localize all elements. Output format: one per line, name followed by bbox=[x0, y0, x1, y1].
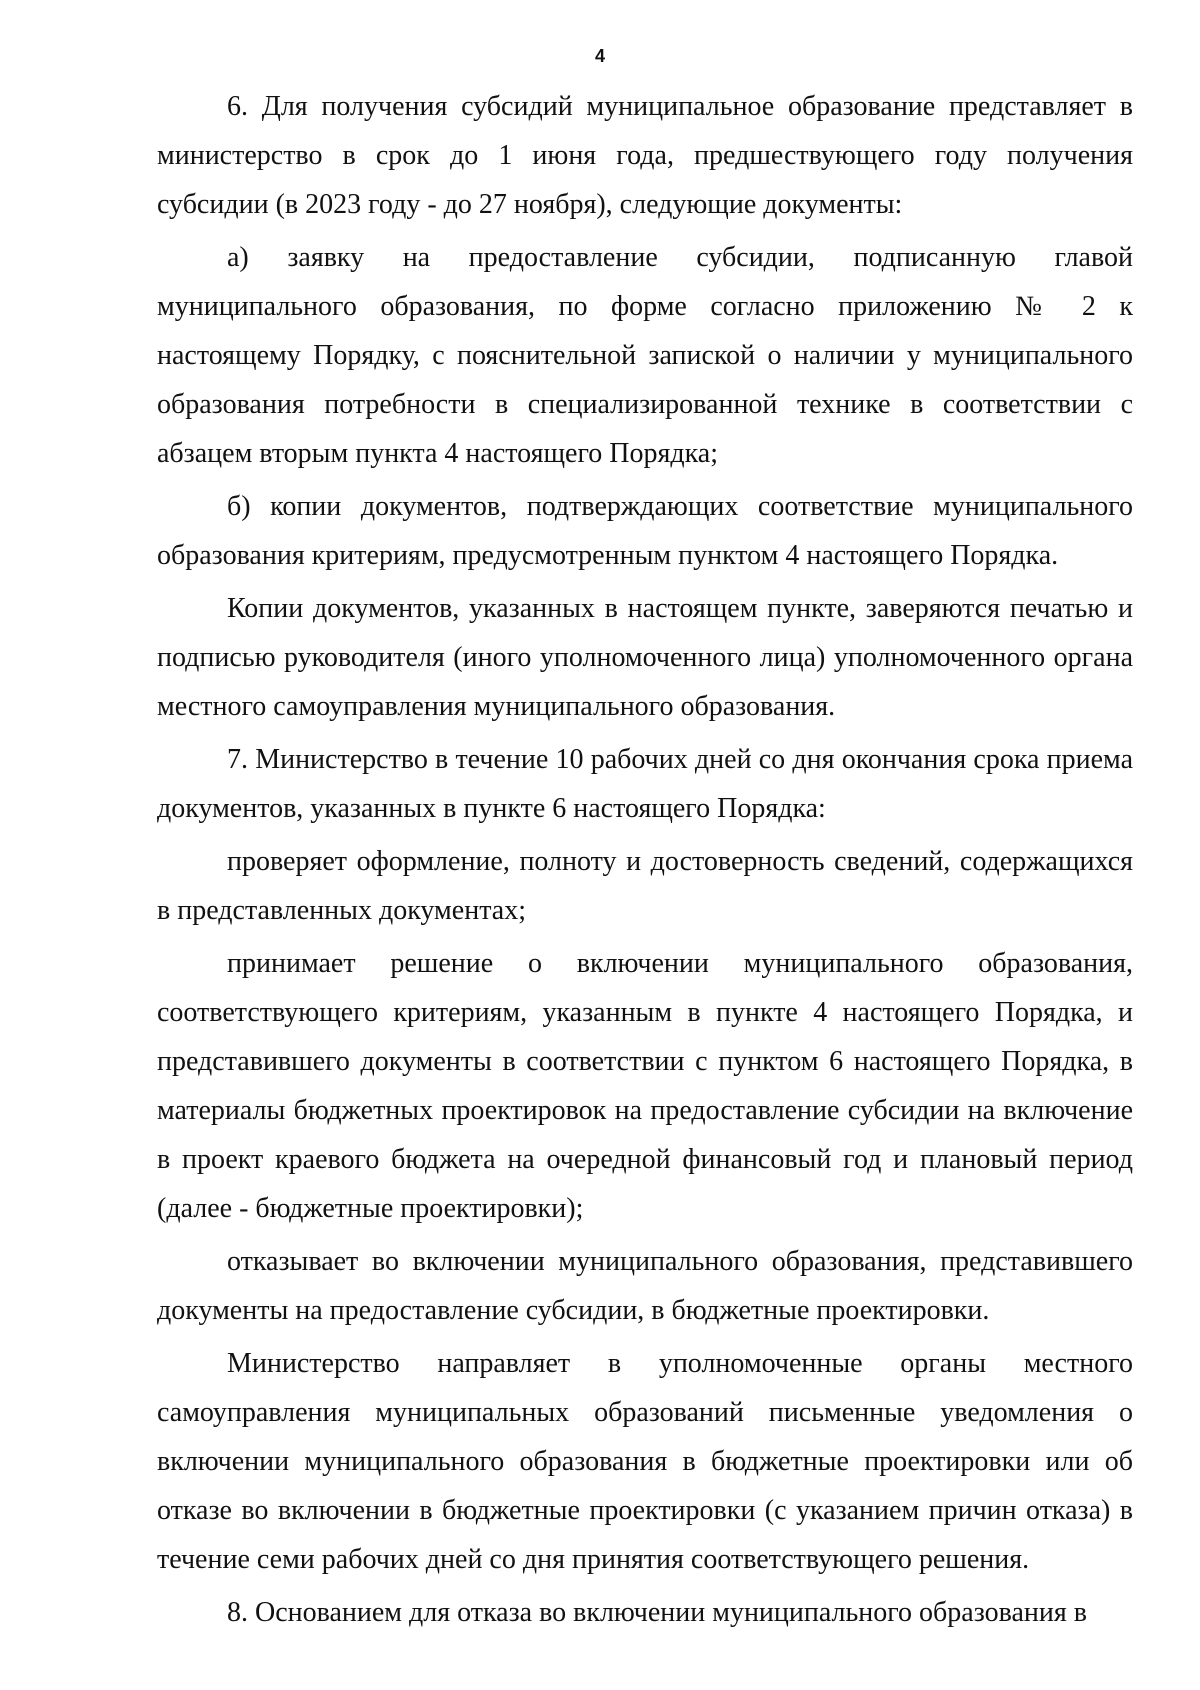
page-number: 4 bbox=[594, 46, 605, 66]
paragraph-8-intro: 8. Основанием для отказа во включении муниципального образования в bbox=[227, 1597, 1087, 1628]
paragraph-7-notification: Министерство направляет в уполномоченные органы местного самоуправления муниципальных образований письменные уведомления о включении муниципального образования в бюджетные проектировки или об отказе во включении в бюджетные проектировки (с указанием причин отказа) в течение семи рабочих дней со дня принятия соответствующего решения. bbox=[157, 1348, 1133, 1575]
paragraph-6b: б) копии документов, подтверждающих соответствие муниципального образования критериям, предусмотренным пунктом 4 настоящего Порядка. bbox=[157, 491, 1133, 571]
paragraph-6-copies: Копии документов, указанных в настоящем пункте, заверяются печатью и подписью руководителя (иного уполномоченного лица) уполномоченного органа местного самоуправления муниципального образования. bbox=[157, 593, 1133, 722]
paragraph-7-intro: 7. Министерство в течение 10 рабочих дней со дня окончания срока приема документов, указанных в пункте 6 настоящего Порядка: bbox=[157, 744, 1133, 824]
paragraph-6a: а) заявку на предоставление субсидии, подписанную главой муниципального образования, по форме согласно приложению № 2 к настоящему Порядку, с пояснительной запиской о наличии у муниципального образования потребности в специализированной технике в соответствии с абзацем вторым пункта 4 настоящего Порядка; bbox=[157, 242, 1133, 469]
paragraph-6-intro: 6. Для получения субсидий муниципальное образование представляет в министерство в срок до 1 июня года, предшествующего году получения субсидии (в 2023 году - до 27 ноября), следующие документы: bbox=[157, 91, 1133, 220]
document-body bbox=[157, 82, 1133, 1637]
paragraph-7-decision: принимает решение о включении муниципального образования, соответствующего критериям, указанным в пункте 4 настоящего Порядка, и представившего документы в соответствии с пунктом 6 настоящего Порядка, в материалы бюджетных проектировок на предоставление субсидии на включение в проект краевого бюджета на очередной финансовый год и плановый период (далее - бюджетные проектировки); bbox=[157, 948, 1133, 1224]
paragraph-7-refusal: отказывает во включении муниципального образования, представившего документы на предоставление субсидии, в бюджетные проектировки. bbox=[157, 1246, 1133, 1326]
paragraph-7-checks: проверяет оформление, полноту и достоверность сведений, содержащихся в представленных документах; bbox=[157, 846, 1133, 926]
